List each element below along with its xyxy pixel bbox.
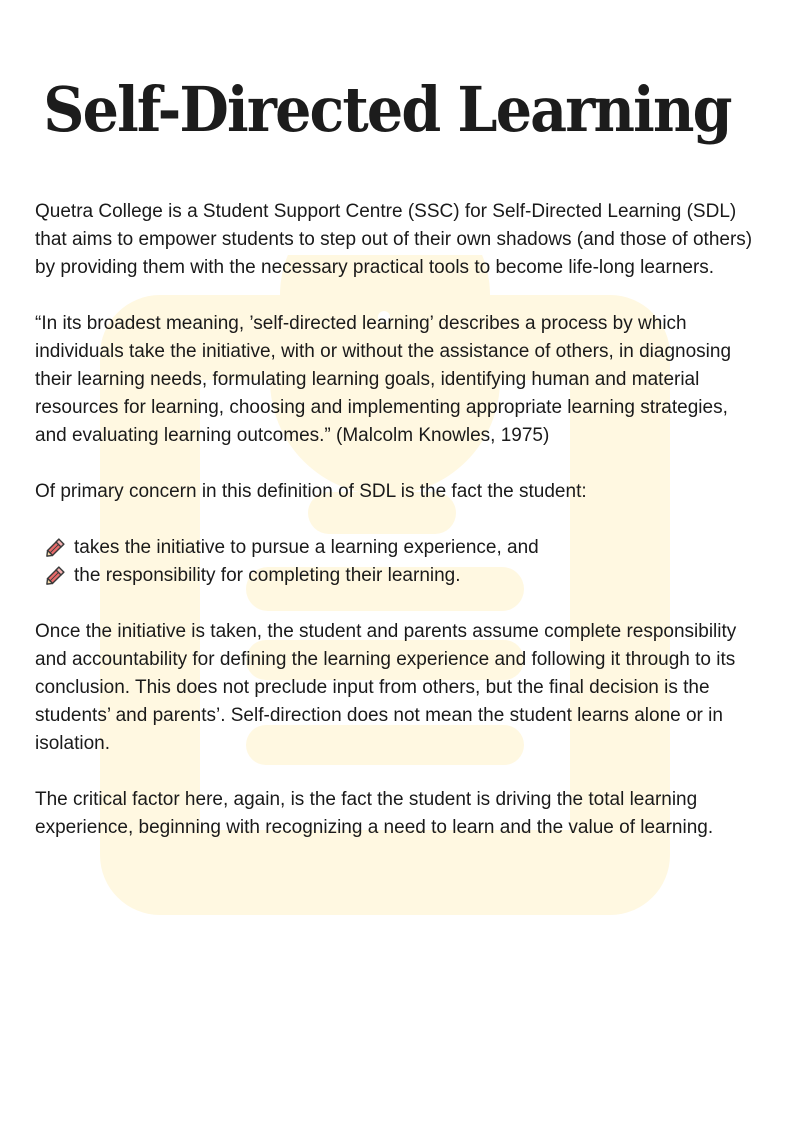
page-title: Self-Directed Learning: [43, 73, 731, 146]
quote-paragraph: “In its broadest meaning, ’self-directed learning’ describes a process by which individuals take the initiative, with or without the assistance of others, in diagnosing their learning needs, formulating learning goals, identifying human and material resources for learning, choosing and implementing appropriate learning strategies, and evaluating learning outcomes.” (Malcolm Knowles, 1975): [35, 313, 732, 446]
list-item: [35, 534, 759, 562]
critical-factor-paragraph: The critical factor here, again, is the fact the student is driving the total learning experience, beginning with recognizing a need to learn and the value of learning.: [35, 789, 714, 838]
pencil-icon: [42, 563, 68, 589]
bullet-text: takes the initiative to pursue a learning experience, and: [74, 537, 539, 558]
list-item: [35, 562, 759, 590]
bullet-list: [35, 534, 759, 590]
intro-paragraph: Quetra College is a Student Support Centre (SSC) for Self-Directed Learning (SDL) that aims to empower students to step out of their own shadows (and those of others) by providing them with the necessary practical tools to become life-long learners.: [35, 201, 753, 278]
document-body: [35, 198, 759, 842]
pencil-icon: [42, 535, 68, 561]
responsibility-paragraph: Once the initiative is taken, the student and parents assume complete responsibility and accountability for defining the learning experience and following it through to its conclusion. This does not preclude input from others, but the final decision is the students’ and parents’. Self-direction does not mean the student learns alone or in isolation.: [35, 621, 737, 754]
bullet-text: the responsibility for completing their learning.: [74, 565, 461, 586]
concern-paragraph: Of primary concern in this definition of SDL is the fact the student:: [35, 481, 587, 502]
